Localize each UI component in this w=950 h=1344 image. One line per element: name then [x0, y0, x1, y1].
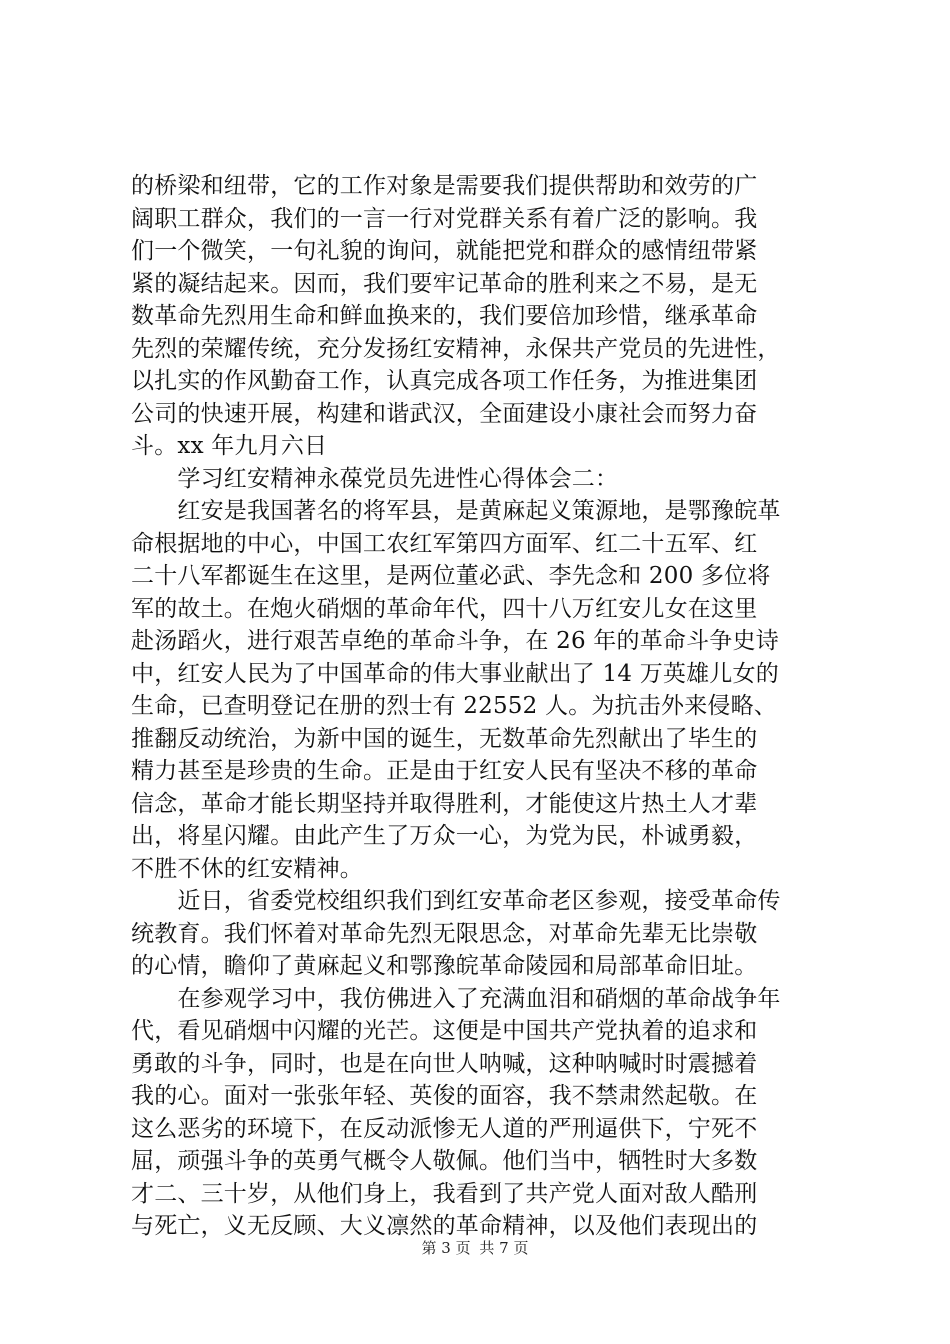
text-line: 紧的凝结起来。因而，我们要牢记革命的胜利来之不易，是无 [131, 270, 758, 297]
text-line: 推翻反动统治，为新中国的诞生，无数革命先烈献出了毕生的 [131, 725, 758, 752]
text-line: 数革命先烈用生命和鲜血换来的，我们要倍加珍惜，继承革命 [131, 303, 758, 329]
section-heading: 学习红安精神永葆党员先进性心得体会二： [131, 465, 619, 492]
text-line: 才二、三十岁，从他们身上，我看到了共产党人面对敌人酷刑 [131, 1180, 758, 1207]
text-line: 的桥梁和纽带，它的工作对象是需要我们提供帮助和效劳的广 [131, 173, 758, 199]
text-line: 命根据地的中心，中国工农红军第四方面军、红二十五军、红 [131, 530, 758, 557]
text-line: 二十八军都诞生在这里，是两位董必武、李先念和 200 多位将 [131, 563, 771, 589]
page-total: 共 7 页 [479, 1239, 529, 1257]
text-line: 信念，革命才能长期坚持并取得胜利，才能使这片热土人才辈 [131, 790, 758, 817]
text-line: 公司的快速开展，构建和谐武汉，全面建设小康社会而努力奋 [131, 400, 758, 427]
text-line: 军的故土。在炮火硝烟的革命年代，四十八万红安儿女在这里 [131, 595, 758, 622]
text-line: 们一个微笑，一句礼貌的询问，就能把党和群众的感情纽带紧 [131, 238, 758, 264]
text-line: 我的心。面对一张张年轻、英俊的面容，我不禁肃然起敬。在 [131, 1083, 758, 1109]
text-line: 勇敢的斗争，同时，也是在向世人呐喊，这种呐喊时时震撼着 [131, 1050, 758, 1077]
text-line: 屈，顽强斗争的英勇气概令人敬佩。他们当中，牺牲时大多数 [131, 1148, 758, 1174]
text-line: 近日，省委党校组织我们到红安革命老区参观，接受革命传 [131, 888, 781, 914]
text-line: 先烈的荣耀传统，充分发扬红安精神，永保共产党员的先进性， [131, 335, 781, 362]
text-line: 在参观学习中，我仿佛进入了充满血泪和硝烟的革命战争年 [131, 985, 781, 1012]
text-line: 不胜不休的红安精神。 [131, 855, 363, 882]
body-text [131, 170, 831, 1243]
text-line: 生命，已查明登记在册的烈士有 22552 人。为抗击外来侵略、 [131, 693, 777, 719]
text-line: 精力甚至是珍贵的生命。正是由于红安人民有坚决不移的革命 [131, 758, 758, 784]
text-line: 阔职工群众，我们的一言一行对党群关系有着广泛的影响。我 [131, 205, 758, 232]
text-line: 红安是我国著名的将军县，是黄麻起义策源地，是鄂豫皖革 [131, 498, 781, 524]
page-footer [0, 1238, 950, 1258]
text-line: 的心情，瞻仰了黄麻起义和鄂豫皖革命陵园和局部革命旧址。 [131, 953, 758, 979]
text-line: 赴汤蹈火，进行艰苦卓绝的革命斗争，在 26 年的革命斗争史诗 [131, 628, 779, 654]
text-line: 这么恶劣的环境下，在反动派惨无人道的严刑逼供下，宁死不 [131, 1115, 758, 1142]
text-line: 与死亡，义无反顾、大义凛然的革命精神，以及他们表现出的 [131, 1213, 758, 1239]
page-number: 第 3 页 [421, 1239, 471, 1257]
text-line: 出，将星闪耀。由此产生了万众一心，为党为民，朴诚勇毅， [131, 823, 758, 849]
text-line: 中，红安人民为了中国革命的伟大事业献出了 14 万英雄儿女的 [131, 660, 779, 687]
text-line: 代，看见硝烟中闪耀的光芒。这便是中国共产党执着的追求和 [131, 1018, 758, 1044]
text-line: 斗。xx 年九月六日 [131, 433, 328, 459]
text-line: 统教育。我们怀着对革命先烈无限思念，对革命先辈无比崇敬 [131, 920, 758, 947]
text-line: 以扎实的作风勤奋工作，认真完成各项工作任务，为推进集团 [131, 368, 758, 394]
